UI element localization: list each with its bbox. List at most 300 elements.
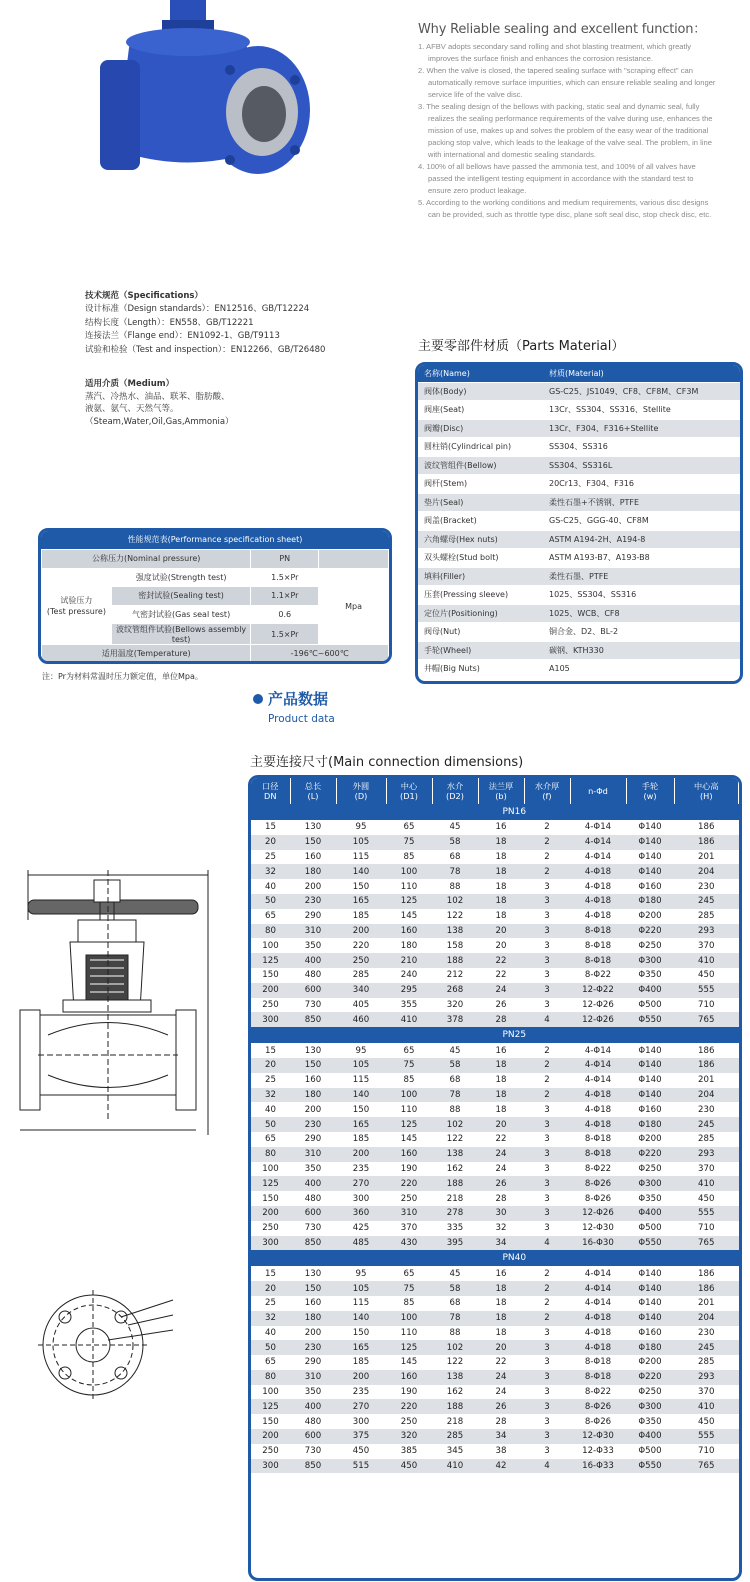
dimension-cell: 24: [495, 1163, 507, 1174]
dimension-cell: 230: [290, 894, 336, 909]
dimension-cell: 290: [304, 1134, 322, 1145]
dimension-cell: 4-Φ18: [584, 881, 612, 892]
dimension-cell: 2: [544, 1298, 550, 1309]
dimension-cell: 4: [524, 1459, 570, 1474]
dimension-cell: 2: [544, 1075, 550, 1086]
dimension-cell: 310: [290, 924, 336, 939]
dimension-cell: 18: [495, 1298, 507, 1309]
dimension-cell: 45: [449, 1268, 461, 1279]
dimension-cell: 190: [400, 1387, 418, 1398]
dimension-cell: 32: [251, 1088, 290, 1103]
dimension-cell: 200: [304, 881, 322, 892]
dimension-cell: 340: [336, 983, 386, 998]
dimension-cell: 2: [524, 1088, 570, 1103]
table-row: [251, 1429, 739, 1444]
dimension-cell: 15: [265, 1268, 276, 1279]
dimension-cell: 285: [698, 911, 715, 922]
dimension-cell: 26: [478, 1176, 524, 1191]
table-row: [418, 586, 740, 605]
dimension-cell: 25: [265, 1298, 276, 1309]
dimension-cell: 235: [352, 1387, 370, 1398]
dimension-cell: 400: [290, 1399, 336, 1414]
dimension-cell: 600: [290, 983, 336, 998]
table-row: [251, 1073, 739, 1088]
pressure-group-row: [251, 1250, 739, 1266]
dimension-cell: 515: [336, 1459, 386, 1474]
dimension-cell: 12-Φ26: [570, 1206, 626, 1221]
dimension-cell: Φ400: [626, 1429, 674, 1444]
dimension-cell: 15: [265, 1045, 276, 1056]
dimension-cell: 100: [386, 1088, 432, 1103]
column-header: [478, 778, 524, 804]
pressure-group-label: PN16: [290, 804, 739, 820]
dimension-cell: 4-Φ18: [584, 1104, 612, 1115]
dimension-cell: 270: [336, 1176, 386, 1191]
test-pressure-label: 试验压力 (Test pressure): [42, 568, 112, 645]
dimension-cell: 200: [251, 983, 290, 998]
dimension-cell: 65: [403, 1268, 415, 1279]
dimension-cell: Φ160: [638, 1327, 662, 1338]
parts-material-table: [418, 365, 740, 679]
dimension-cell: 186: [698, 822, 715, 833]
table-row: [251, 1162, 739, 1177]
table-row: [418, 382, 740, 401]
dimension-cell: 160: [304, 1075, 322, 1086]
dimension-cell: 3: [524, 1340, 570, 1355]
dimension-cell: 160: [386, 1370, 432, 1385]
dimension-cell: 250: [336, 953, 386, 968]
part-name-cell: 阀盖(Bracket): [418, 512, 543, 531]
table-row: [251, 1117, 739, 1132]
dimension-cell: 3: [544, 881, 550, 892]
why-item-5: 5. According to the working conditions and medium requirements, various disc designs can be provided, such as throttle type disc, plane soft seal disc, stop check disc, etc.: [418, 198, 712, 219]
table-header-row: [418, 365, 740, 382]
dimension-cell: 3: [524, 1176, 570, 1191]
dimension-cell: 18: [495, 911, 507, 922]
table-row: [418, 475, 740, 494]
dimension-cell: 765: [674, 1236, 739, 1251]
dimension-cell: 3: [524, 1206, 570, 1221]
dimension-cell: 310: [290, 1370, 336, 1385]
table-row: [42, 568, 389, 587]
part-name-cell: 井帽(Big Nuts): [418, 660, 543, 679]
connection-dimensions-table: [251, 778, 739, 1473]
dimension-cell: 250: [262, 1223, 279, 1234]
table-row: [251, 894, 739, 909]
dimension-cell: Φ140: [626, 1311, 674, 1326]
dimension-cell: 730: [304, 1223, 322, 1234]
dimension-cell: 218: [446, 1416, 464, 1427]
part-name-cell: 双头螺栓(Stud bolt): [418, 549, 543, 568]
dimension-cell: 3: [544, 1193, 550, 1204]
dimension-cell: 378: [432, 1012, 478, 1027]
dimension-cell: 85: [403, 1075, 415, 1086]
dimension-cell: 410: [674, 1399, 739, 1414]
dimension-cell: 730: [304, 1446, 322, 1457]
dimension-cell: 555: [674, 1429, 739, 1444]
dimension-cell: 485: [336, 1236, 386, 1251]
dimension-cell: Φ140: [638, 851, 662, 862]
dimension-cell: 8-Φ26: [584, 1193, 612, 1204]
pressure-group-label: PN25: [290, 1027, 739, 1043]
dimension-cell: 335: [446, 1223, 464, 1234]
table-row: [251, 1414, 739, 1429]
dimension-cell: 555: [674, 1206, 739, 1221]
dimension-cell: 186: [698, 1268, 715, 1279]
part-material-cell: A105: [543, 660, 740, 679]
dimension-cell: 15: [265, 822, 276, 833]
nominal-pressure-value: PN: [251, 550, 319, 569]
dimension-cell: 8-Φ18: [570, 1370, 626, 1385]
dimension-cell: 125: [251, 1176, 290, 1191]
dimension-cell: 350: [304, 1163, 322, 1174]
dimension-cell: 12-Φ30: [570, 1429, 626, 1444]
dimension-cell: 4-Φ14: [584, 1268, 612, 1279]
table-row: [251, 1132, 739, 1147]
why-item-1: 1. AFBV adopts secondary sand rolling and shot blasting treatment, which greatly improves the surface finish and enhances the corrosion resistance.: [418, 42, 692, 63]
dimension-cell: 555: [674, 983, 739, 998]
dimension-cell: 188: [432, 953, 478, 968]
dimension-cell: 122: [446, 911, 464, 922]
dimension-cell: Φ180: [626, 894, 674, 909]
table-row: [251, 1370, 739, 1385]
dimension-cell: 400: [290, 1176, 336, 1191]
dimension-cell: Φ300: [626, 1176, 674, 1191]
dimension-cell: 220: [386, 1399, 432, 1414]
dimension-cell: Φ180: [626, 1340, 674, 1355]
dimension-cell: 270: [336, 1399, 386, 1414]
table-row: [251, 864, 739, 879]
parts-material-title: 主要零部件材质（Parts Material）: [418, 339, 625, 354]
dimension-cell: 3: [544, 911, 550, 922]
dimension-cell: 4-Φ14: [570, 1281, 626, 1296]
dimension-cell: 115: [352, 851, 370, 862]
part-name-cell: 手轮(Wheel): [418, 641, 543, 660]
column-header-line: n-Φd: [588, 786, 608, 796]
dimension-cell: 40: [265, 881, 276, 892]
dimension-cell: 360: [336, 1206, 386, 1221]
dimension-cell: 310: [386, 1206, 432, 1221]
dimension-cell: Φ300: [626, 1399, 674, 1414]
column-header-line: (f): [542, 791, 552, 801]
perf-row-value: 0.6: [251, 605, 319, 624]
dimension-cell: 12-Φ33: [582, 1446, 614, 1457]
table-row: [251, 909, 739, 924]
part-material-cell: 13Cr、SS304、SS316、Stellite: [543, 401, 740, 420]
dimension-cell: 300: [251, 1459, 290, 1474]
dimension-cell: 185: [352, 911, 370, 922]
perf-row-value: 1.5×Pr: [251, 624, 319, 645]
dimension-cell: Φ200: [638, 1357, 662, 1368]
dimension-cell: 22: [478, 953, 524, 968]
table-row: [418, 530, 740, 549]
table-row: [418, 604, 740, 623]
part-material-cell: SS304、SS316: [543, 438, 740, 457]
column-header-line: 中心: [400, 781, 418, 791]
dimension-cell: 85: [403, 1298, 415, 1309]
column-header: [674, 778, 739, 804]
dimension-cell: 50: [251, 1117, 290, 1132]
dimension-cell: 3: [524, 1429, 570, 1444]
dimension-cell: 165: [336, 894, 386, 909]
table-row: [251, 1221, 739, 1236]
dimension-cell: 30: [478, 1206, 524, 1221]
dimension-cell: 385: [400, 1446, 418, 1457]
part-name-cell: 压套(Pressing sleeve): [418, 586, 543, 605]
dimension-cell: 180: [400, 940, 418, 951]
dimension-cell: 100: [386, 864, 432, 879]
column-header-line: (D2): [446, 791, 464, 801]
dimension-cell: Φ160: [638, 1104, 662, 1115]
dimension-cell: 230: [698, 1327, 715, 1338]
dimension-cell: Φ500: [638, 999, 662, 1010]
table-row: [42, 645, 389, 664]
dimension-cell: 140: [336, 1088, 386, 1103]
performance-sheet-title: 性能规范表(Performance specification sheet): [41, 531, 389, 549]
column-header-line: 总长: [304, 781, 322, 791]
dimension-cell: 430: [386, 1236, 432, 1251]
dimension-cell: 250: [400, 1416, 418, 1427]
dimension-cell: 20: [251, 1058, 290, 1073]
dimension-cell: 32: [251, 864, 290, 879]
dimension-cell: 16-Φ33: [570, 1459, 626, 1474]
dimension-cell: 150: [290, 835, 336, 850]
dimension-cell: 4-Φ18: [584, 1327, 612, 1338]
dimension-cell: 40: [265, 1104, 276, 1115]
dimension-cell: Φ180: [626, 1117, 674, 1132]
dimension-cell: 85: [403, 851, 415, 862]
dimension-cell: 220: [386, 1176, 432, 1191]
why-item-4: 4. 100% of all bellows have passed the ammonia test, and 100% of all valves have passed the intelligent testing equipment in accordance with the standard test to ensure zero product leakage.: [418, 162, 696, 195]
dimension-cell: 220: [352, 940, 370, 951]
dimension-cell: 410: [386, 1012, 432, 1027]
table-row: [251, 1012, 739, 1027]
blank-cell: [251, 1250, 290, 1266]
dimension-cell: 4-Φ18: [570, 1088, 626, 1103]
column-header-line: (b): [495, 791, 507, 801]
dimension-cell: 450: [698, 1416, 715, 1427]
dimension-cell: 150: [290, 1281, 336, 1296]
dimension-cell: 850: [290, 1459, 336, 1474]
dimension-cell: 26: [478, 1399, 524, 1414]
dimension-cell: 4-Φ14: [570, 835, 626, 850]
dimension-cell: 18: [495, 881, 507, 892]
dimension-cell: 850: [290, 1012, 336, 1027]
dimension-cell: 201: [698, 851, 715, 862]
column-header-line: 水介: [446, 781, 464, 791]
dimension-cell: 765: [674, 1459, 739, 1474]
dimension-cell: 18: [478, 1088, 524, 1103]
column-header-line: 中心高: [693, 781, 719, 791]
part-name-cell: 定位片(Positioning): [418, 604, 543, 623]
dimension-cell: 16: [495, 822, 507, 833]
spec-line-test: 试验和检验（Test and inspection）：EN12266、GB/T26480: [85, 344, 326, 355]
dimension-cell: Φ200: [638, 911, 662, 922]
dimension-cell: 22: [495, 970, 507, 981]
dimension-cell: 150: [262, 970, 279, 981]
dimension-cell: 34: [478, 1236, 524, 1251]
dimension-cell: 162: [446, 1387, 464, 1398]
part-material-cell: SS304、SS316L: [543, 456, 740, 475]
table-row: [251, 1459, 739, 1474]
table-row: [418, 660, 740, 679]
column-header-line: DN: [264, 791, 277, 801]
dimension-cell: 3: [524, 1147, 570, 1162]
dimension-cell: Φ350: [638, 970, 662, 981]
dimension-cell: 185: [352, 1134, 370, 1145]
part-material-cell: ASTM A193-B7、A193-B8: [543, 549, 740, 568]
dimension-cell: 95: [355, 1045, 367, 1056]
dimension-cell: 186: [698, 1045, 715, 1056]
section-subtitle: Product data: [268, 713, 335, 725]
dimension-cell: 24: [495, 1387, 507, 1398]
dimension-cell: 88: [449, 881, 461, 892]
table-row: [251, 924, 739, 939]
dimension-cell: Φ220: [626, 924, 674, 939]
table-row: [251, 1088, 739, 1103]
specifications-block: [85, 290, 395, 357]
dimension-cell: 58: [432, 1281, 478, 1296]
dimension-cell: 230: [698, 1104, 715, 1115]
dimension-cell: 32: [251, 1311, 290, 1326]
table-row: [251, 1326, 739, 1341]
dimension-cell: 200: [304, 1327, 322, 1338]
dimension-cell: 80: [251, 1370, 290, 1385]
dimension-cell: 18: [495, 1075, 507, 1086]
dimension-cell: 58: [432, 835, 478, 850]
table-row: [251, 1399, 739, 1414]
dimension-cell: 65: [265, 1134, 276, 1145]
table-row: [418, 549, 740, 568]
dimension-cell: Φ250: [638, 940, 662, 951]
dimension-cell: 42: [478, 1459, 524, 1474]
column-header: [626, 778, 674, 804]
dimension-cell: 45: [449, 1045, 461, 1056]
perf-row-value: 1.1×Pr: [251, 587, 319, 606]
dimension-cell: 3: [544, 940, 550, 951]
dimension-cell: 130: [304, 1268, 322, 1279]
dimension-cell: 285: [352, 970, 370, 981]
table-row: [418, 641, 740, 660]
dimension-cell: 110: [400, 1327, 418, 1338]
dimension-cell: 165: [336, 1340, 386, 1355]
dimension-cell: 20: [495, 940, 507, 951]
part-material-cell: GS-C25、GGG-40、CF8M: [543, 512, 740, 531]
dimension-cell: 350: [304, 1387, 322, 1398]
dimension-cell: 4-Φ14: [584, 1298, 612, 1309]
blank-cell: [319, 550, 389, 569]
column-header: [570, 778, 626, 804]
dimension-cell: 150: [290, 1058, 336, 1073]
spec-line-flange: 连接法兰（Flange end）：EN1092-1、GB/T9113: [85, 331, 280, 342]
dimension-cell: 18: [478, 864, 524, 879]
dimension-cell: 350: [304, 940, 322, 951]
column-header-line: (H): [699, 791, 713, 801]
dimension-cell: 25: [265, 1075, 276, 1086]
dimension-cell: 28: [495, 1416, 507, 1427]
dimension-cell: 201: [698, 1075, 715, 1086]
table-row: [251, 835, 739, 850]
dimension-cell: 50: [251, 1340, 290, 1355]
table-row: [251, 1296, 739, 1311]
dimension-cell: 125: [386, 1340, 432, 1355]
dimension-cell: 3: [544, 999, 550, 1010]
dimension-cell: 24: [478, 1370, 524, 1385]
dimension-cell: 8-Φ22: [584, 970, 612, 981]
dimension-cell: 105: [336, 1058, 386, 1073]
part-name-cell: 波纹管组件(Bellow): [418, 456, 543, 475]
dimension-cell: 710: [698, 1223, 715, 1234]
dimension-cell: 20: [251, 1281, 290, 1296]
dimension-cell: 18: [495, 1327, 507, 1338]
dimension-cell: 165: [336, 1117, 386, 1132]
dimension-cell: 180: [290, 1311, 336, 1326]
table-row: [251, 1340, 739, 1355]
dimension-cell: 8-Φ18: [570, 953, 626, 968]
dimension-cell: 3: [544, 1387, 550, 1398]
blank-cell: [251, 804, 290, 820]
table-row: [418, 401, 740, 420]
perf-row-label: 波纹管组件试验(Bellows assembly test): [111, 624, 251, 645]
section-bullet-icon: [253, 694, 263, 704]
dimension-cell: 730: [304, 999, 322, 1010]
dimension-cell: 765: [674, 1012, 739, 1027]
dimension-cell: 295: [386, 983, 432, 998]
part-name-cell: 填料(Filler): [418, 567, 543, 586]
column-header-line: 法兰厚: [488, 781, 514, 791]
dimension-cell: 370: [698, 940, 715, 951]
dimension-cell: 22: [495, 1357, 507, 1368]
dimension-cell: 88: [449, 1327, 461, 1338]
dimension-cell: Φ400: [626, 1206, 674, 1221]
dimension-cell: 18: [478, 1311, 524, 1326]
dimension-cell: 95: [355, 1268, 367, 1279]
dimension-cell: 32: [495, 1223, 507, 1234]
dimension-cell: 250: [400, 1193, 418, 1204]
table-row: [251, 1355, 739, 1370]
column-header-line: 口径: [262, 781, 279, 791]
table-row: [251, 1281, 739, 1296]
dimension-cell: 140: [336, 1311, 386, 1326]
dimension-cell: 218: [446, 1193, 464, 1204]
dimension-cell: 20: [251, 835, 290, 850]
column-header: [432, 778, 478, 804]
dimension-cell: 2: [544, 1045, 550, 1056]
table-row: [251, 983, 739, 998]
dimension-cell: 40: [265, 1327, 276, 1338]
dimension-cell: 3: [524, 924, 570, 939]
dimension-cell: 450: [386, 1459, 432, 1474]
column-header: [290, 778, 336, 804]
dimension-cell: 2: [524, 835, 570, 850]
dimension-cell: 188: [432, 1176, 478, 1191]
dimension-cell: 65: [265, 1357, 276, 1368]
table-row: [251, 938, 739, 953]
why-section: [418, 18, 718, 221]
dimension-cell: Φ350: [638, 1193, 662, 1204]
part-name-cell: 阀座(Seat): [418, 401, 543, 420]
table-row: [251, 1206, 739, 1221]
dimension-cell: 65: [265, 911, 276, 922]
table-row: [251, 1191, 739, 1206]
dimension-cell: 245: [674, 894, 739, 909]
dimension-cell: 25: [265, 851, 276, 862]
dimension-cell: 204: [674, 1311, 739, 1326]
dimension-cell: 200: [251, 1206, 290, 1221]
dimension-cell: 186: [674, 835, 739, 850]
medium-line: （Steam,Water,Oil,Gas,Ammonia）: [85, 416, 234, 427]
table-row: [418, 512, 740, 531]
